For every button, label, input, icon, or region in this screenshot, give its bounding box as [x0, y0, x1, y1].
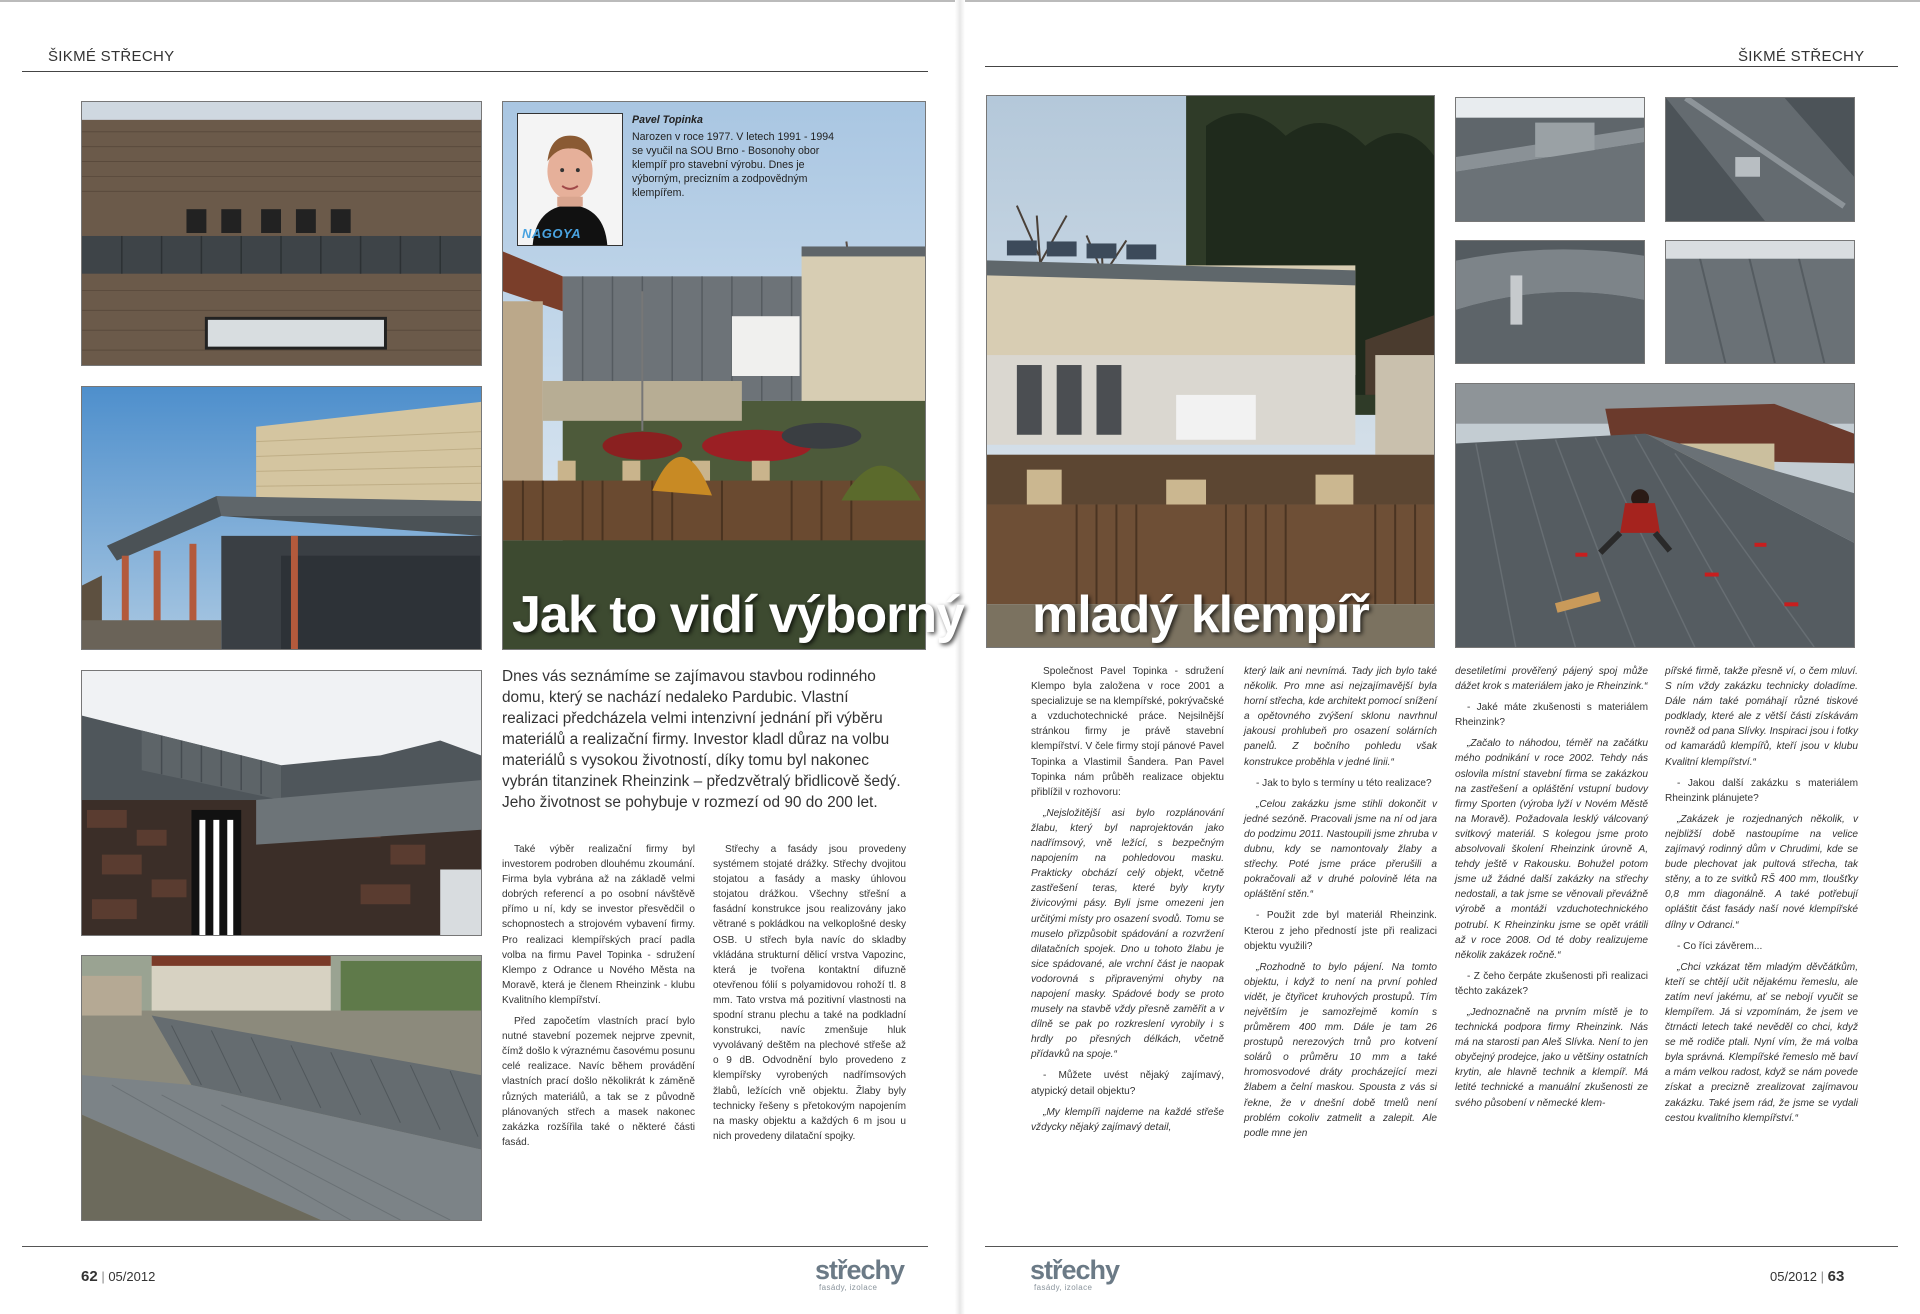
quote-paragraph: „Jednoznačně na prvním místě je to technická podpora firmy Rheinzink. Nás má na starosti pan Aleš Slívka. Není to jen obyčejný prodejce, jako u většiny ostatních krytin, ale hlavně technik a klempíř. Má letité technické a manuální zkušenosti ze svého působení v německé klem- [1455, 1006, 1648, 1109]
page-number: 63 [1827, 1268, 1845, 1285]
article-column-2 [713, 842, 906, 1144]
section-title-right: ŠIKMÉ STŘECHY [1738, 48, 1865, 65]
footer-rule-left [22, 1246, 928, 1247]
photo-detail-panels [1665, 240, 1855, 364]
photo-porch-roof [81, 386, 482, 650]
issue-number: 05/2012 [108, 1269, 156, 1284]
logo-text: střechy [815, 1255, 905, 1285]
quote-paragraph: „Začalo to náhodou, téměř na začátku mého podnikání v roce 2002. Tehdy nás oslovila místní stavební firma se zakázkou na zastřešení a opláštění vstupní budovy firmy Sporten (výroba lyží v Novém Městě na Moravě). Požadovala lesklý válcovaný svitkový materiál. S kolegou jsme proto absolvovali školení Rheinzink úrovně A, tehdy ještě v Rakousku. Bohužel potom jsme už žádné další zakázky na střechy nedostali, a tak jsme se věnovali převážně výrobě a montáži vzduchotechnického potrubí. K Rheinzinku jsme se opět vrátili až v roce 2008. Od té doby realizujeme několik zakázek ročně.“ [1455, 738, 1648, 961]
headline-part1: Jak to vidí výborný [512, 586, 965, 644]
article-column-4 [1244, 664, 1437, 1141]
question-paragraph: - Můžete uvést nějaký zajímavý, atypický detail objektu? [1031, 1070, 1224, 1097]
article-column-3 [1031, 664, 1224, 1135]
paragraph: Před započetím vlastních prací bylo nutné stavební pozemek nejprve zpevnit, čímž došlo k výraznému časovému posunu celé realizace. Navíc během provádění vlastních prací došlo několikrát k záměně různých materiálů, a tak se z původně plánovaných střech a masek nakonec zakázka rozšířila také o některé části fasád. [502, 1016, 695, 1148]
shirt-print: NAGOYA [522, 226, 582, 241]
magazine-logo [1030, 1255, 1120, 1292]
question-paragraph: - Co říci závěrem... [1677, 940, 1763, 952]
bio-name: Pavel Topinka [632, 114, 703, 126]
question-paragraph: - Jaké máte zkušenosti s materiálem Rheinzink? [1455, 702, 1648, 729]
page-gutter [955, 0, 965, 1314]
quote-paragraph: pířské firmě, takže přesně ví, o čem mluví. S ním vždy zakázku technicky doladíme. Dále nám také pomáhají různé tiskové podklady, které ale z větší části získávám rovněž od pana Slívky. Inspiraci jsou i fotky od kamarádů klempířů, kteří jsou v klubu Kvalitní klempířství.“ [1665, 666, 1858, 768]
lead-paragraph: Dnes vás seznámíme se zajímavou stavbou rodinného domu, který se nachází nedaleko Pardubic. Vlastní realizaci předcházela velmi intenzivní jednání při výběru materiálů a realizační firmy. Investor kladl důraz na volbu materiálů s vysokou životností, díky tomu byl nakonec vybrán titanzinek Rheinzink – předzvětralý břidlicově šedý. Jeho životnost se pohybuje v rozmezí od 90 do 200 let. [502, 668, 901, 811]
issue-number: 05/2012 [1770, 1269, 1817, 1284]
logo-subtitle: fasády, izolace [819, 1283, 878, 1292]
article-column-6 [1665, 664, 1858, 1126]
bio-text: Narozen v roce 1977. V letech 1991 - 1994 se vyučil na SOU Brno - Bosonohy obor klempíř pro stavební výrobu. Dnes je výborným, precizním a zodpovědným klempířem. [632, 131, 835, 199]
quote-paragraph: „Celou zakázku jsme stihli dokončit v jedné sezóně. Pracovali jsme na ní od jara do podzimu 2011. Nastoupili jsme zhruba v dubnu, kdy se namontovaly žlaby a střechy. Poté jsme práce přerušili a pokračovali až v druhé polovině léta na opláštění stěn.“ [1244, 798, 1437, 901]
folio-right: 05/2012 | 63 [1770, 1268, 1845, 1285]
photo-aerial-roof [81, 955, 482, 1221]
top-edge-line [965, 0, 1920, 2]
quote-paragraph: „My klempíři najdeme na každé střeše vždycky nějaký zajímavý detail, [1031, 1106, 1224, 1133]
question-paragraph: - Jakou další zakázku s materiálem Rheinzink plánujete? [1665, 777, 1858, 804]
article-column-1 [502, 842, 695, 1150]
question-paragraph: - Jak to bylo s termíny u této realizace? [1256, 777, 1432, 789]
quote-paragraph: který laik ani nevnímá. Tady jich bylo také několik. Pro mne asi nejzajímavější byla horní střecha, kde architekt pomocí snížení a opětovného zvýšení sklonu navrhnul jakousi prohlubeň pro osazení solárních panelů. Z bočního pohledu však konstrukce proběhla v jedné linii.“ [1244, 666, 1437, 768]
photo-house-wide [986, 95, 1435, 648]
folio-left: 62 | 05/2012 [81, 1268, 156, 1285]
header-rule-right [985, 66, 1898, 67]
quote-paragraph: „Nejsložitější asi bylo rozplánování žlabu, který byl naprojektován jako nadřímsový, vně ležící, s bezpečným napojením na pohledovou masku. Prakticky obchází celý objekt, včetně zastřešení teras, které byly kryty živicovými pásy. Byli jsme omezeni jen určitými místy pro osazení svodů. Tomu se muselo přizpůsobit spádování a rozvržení dilatačních spojek. Dno u tohoto žlabu je sice spádované, ale vrchní část je naopak vodorovná s připravenými ohyby na napojení masky. Spádové body se proto musely na stavbě vždy přesně zaměřit a v dílně se pak po rozkreslení vyrobily i s hrdly po přesných délkách, včetně přídavků na spoje.“ [1031, 807, 1224, 1061]
quote-paragraph: „Rozhodně to bylo pájení. Na tomto objektu, i když to není na první pohled vidět, je čtyřicet kruhových prostupů. Tím největším je samozřejmě komín s průměrem 400 mm. Dále je tam 26 prostupů nerezových trnů pro kotvení solárů o průměru 10 mm a také hromosvodové dráty procházející mezi žlabem a čelní maskou. Spousta z vás si řekne, že v dnešní době tmelů není problém cokoliv zatmelit a zalepit. Ale podle mne jen [1244, 961, 1437, 1139]
header-rule-left [22, 71, 928, 72]
photo-detail-gutter [1455, 240, 1645, 364]
logo-text: střechy [1030, 1255, 1120, 1285]
headline-part2: mladý klempíř [1032, 586, 1369, 644]
quote-paragraph: „Zakázek je rozjednaných několik, v nejbližší době nastoupíme na velice zajímavý rodinný dům v Chrudimi, kde se bude plechovat jak pultová střecha, tak stěny, a to ze svitků RŠ 400 mm, tloušťky 0,8 mm diagonálně. A také potřebují opláštit část fasády naší nové klempířské dílny v Odranci.“ [1665, 813, 1858, 931]
bio-box [632, 113, 842, 200]
question-paragraph: - Z čeho čerpáte zkušenosti při realizaci těchto zakázek? [1455, 970, 1648, 997]
magazine-logo [815, 1255, 905, 1292]
footer-rule-right [985, 1246, 1898, 1247]
photo-detail-seam [1665, 97, 1855, 222]
paragraph: Také výběr realizační firmy byl investorem podroben dlouhému zkoumání. Firma byla vybrána až na základě velmi dobrých referencí a po osobní návštěvě přímo u ní, kdy se investor přesvědčil o schopnostech a strojovém vybavení firmy. Pro realizaci klempířských prací padla volba na firmu Pavel Topinka - sdružení Klempo z Odrance u Nového Města na Moravě, která je členem Rheinzink - klubu Kvalitního klempířství. [502, 844, 695, 1006]
page-number: 62 [81, 1268, 98, 1285]
logo-subtitle: fasády, izolace [1034, 1283, 1093, 1292]
quote-paragraph: „Chci vzkázat těm mladým děvčátkům, kteří se chtějí učit nějakému řemeslu, ale zatím neví jakému, ať se nebojí vyučit se klempířem. Já si vzpomínám, že jsem ve čtrnácti letech také nevěděl co chci, když se mě rodiče ptali. Nyní vím, že má volba byla správná. Klempířské řemeslo mě baví a mám velkou radost, když se nám povede získat a precizně zrealizovat zajímavou zakázku. Také jsem rád, že jsme se vydali cestou kvalitního klempířství.“ [1665, 961, 1858, 1124]
article-column-5 [1455, 664, 1648, 1111]
photo-detail-ridge [1455, 97, 1645, 222]
photo-zinc-mask [81, 670, 482, 936]
portrait-pavel-topinka [517, 113, 623, 246]
section-title-left: ŠIKMÉ STŘECHY [48, 48, 175, 65]
photo-roof-worker [1455, 383, 1855, 648]
top-edge-line [0, 0, 955, 2]
photo-facade-windows [81, 101, 482, 366]
quote-paragraph: desetiletími prověřený pájený spoj může dážet krok s materiálem jako je Rheinzink.“ [1455, 666, 1648, 693]
question-paragraph: - Použit zde byl materiál Rheinzink. Kterou z jeho předností jste při realizaci objektu využili? [1244, 910, 1437, 952]
paragraph: Společnost Pavel Topinka - sdružení Klempo byla založena v roce 2001 a specializuje se na klempířské, pokrývačské a vzduchotechnické práce. Nejsilnější stránkou firmy je právě stavební klempířství. V čele firmy stojí pánové Pavel Topinka a Vlastimil Šandera. Pan Pavel Topinka nám průběh realizace objektu přiblížil v rozhovoru: [1031, 666, 1224, 798]
paragraph: Střechy a fasády jsou provedeny systémem stojaté drážky. Střechy dvojitou stojatou a fasády a masky úhlovou stojatou drážkou. Všechny střešní a fasádní konstrukce jsou realizovány jako větrané s pokládkou na velkoplošné desky OSB. U střech byla navíc do skladby vkládána strukturní dělicí vrstva Vapozinc, která je tvořena kontaktní difuzně otevřenou fólií s polyamidovou rohoží tl. 8 mm. Tato vrstva má pozitivní vlastnosti na spodní stranu plechu a také na podkladní konstrukci, navíc zmenšuje hluk vyvolávaný deštěm na plechové střeše až o 9 dB. Odvodnění bylo provedeno z klempířsky vyrobených nadřímsových žlabů, ležících vně objektu. Žlaby byly technicky řešeny s přetokovým napojením na masky objektu a každých 6 m jsou u nich provedeny dilatační spojky. [713, 844, 906, 1142]
